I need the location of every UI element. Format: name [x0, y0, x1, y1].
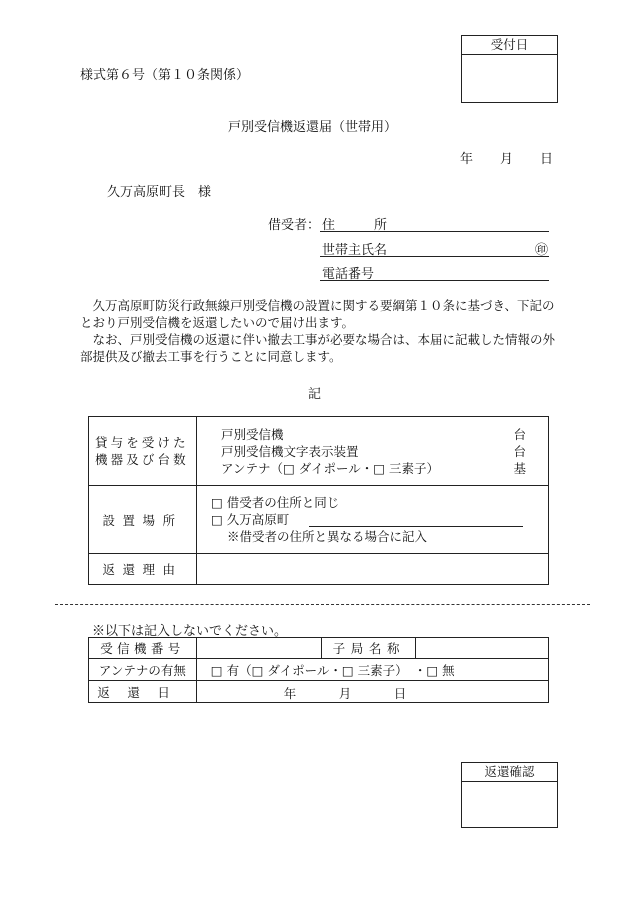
seal-mark: ㊞ [535, 243, 549, 258]
equipment-item-unit: 台 [513, 426, 526, 442]
householder-name-label: 世帯主氏名 [322, 243, 388, 258]
ki-marker: 記 [308, 387, 322, 402]
return-confirmation-label: 返還確認 [462, 763, 557, 782]
antenna-label: アンテナの有無 [98, 662, 186, 678]
equipment-item-unit: 基 [513, 460, 526, 476]
receiver-number-value [196, 638, 322, 659]
office-use-note: ※以下は記入しないでください。 [92, 624, 288, 639]
receiver-number-label-cell [89, 638, 197, 659]
return-year: 年 [283, 686, 297, 701]
antenna-value-cell [196, 659, 548, 681]
office-row-antenna [89, 659, 549, 681]
equipment-item [221, 426, 548, 443]
body-paragraph-1: 久万高原町防災行政無線戸別受信機の設置に関する要綱第１０条に基づき、下記のとおり戸別受信機を返還したいので届け出ます。 [80, 298, 555, 330]
office-table [88, 637, 549, 703]
address-line [320, 231, 549, 232]
phone-label: 電話番号 [322, 267, 375, 282]
reception-date-label: 受付日 [462, 36, 557, 55]
equipment-label: 貸与を受けた機器及び台数 [95, 435, 189, 467]
applicant-label: 借受者： [268, 218, 321, 233]
office-row-receiver [89, 638, 549, 659]
equipment-item [221, 460, 548, 477]
equipment-item-name: アンテナ（□ ダイポール・□ 三素子） [220, 460, 440, 476]
body-paragraph-2: なお、戸別受信機の返還に伴い撤去工事が必要な場合は、本届に記載した情報の外部提供及び撤去工事を行うことに同意します。 [80, 332, 556, 364]
return-confirmation-box [461, 762, 558, 828]
location-label-cell [89, 486, 197, 554]
page-title: 戸別受信機返還届（世帯用） [228, 120, 398, 135]
name-line [320, 256, 549, 257]
return-date-value-cell [196, 681, 548, 703]
return-date-label: 返還日 [97, 684, 188, 700]
location-option-same: □ 借受者の住所と同じ [210, 495, 340, 510]
sub-station-label: 子局名称 [332, 641, 406, 656]
location-label: 設置場所 [102, 512, 183, 528]
location-option-town-row [211, 511, 548, 528]
reception-date-box [461, 35, 558, 103]
reason-row [89, 554, 549, 585]
equipment-item-name: 戸別受信機 [220, 426, 284, 442]
antenna-label-cell [89, 659, 197, 681]
equipment-item [221, 443, 548, 460]
phone-line [320, 280, 549, 281]
location-town-line [309, 526, 523, 527]
date-month: 月 [500, 152, 514, 167]
return-day: 日 [393, 686, 407, 701]
reason-value-cell[interactable] [196, 554, 548, 585]
date-day: 日 [540, 152, 554, 167]
equipment-label-cell [89, 417, 197, 486]
cut-line [55, 604, 590, 605]
reason-label: 返還理由 [102, 562, 183, 577]
antenna-value: □ 有（□ ダイポール・□ 三素子） ・□ 無 [210, 662, 455, 678]
equipment-list-cell [196, 417, 548, 486]
equipment-item-name: 戸別受信機文字表示装置 [220, 443, 359, 459]
date-year: 年 [460, 152, 474, 167]
return-month: 月 [338, 686, 352, 701]
equipment-row [89, 417, 549, 486]
office-row-return-date [89, 681, 549, 703]
location-note: ※借受者の住所と異なる場合に記入 [226, 529, 427, 544]
sub-station-value [416, 638, 549, 659]
equipment-item-unit: 台 [513, 443, 526, 459]
receiver-number-label: 受信機番号 [100, 641, 185, 656]
return-date-label-cell [89, 681, 197, 703]
location-option-town: □ 久万高原町 [210, 512, 290, 527]
addressee: 久万高原町長 様 [107, 185, 212, 200]
form-number: 様式第６号（第１０条関係） [80, 68, 250, 83]
reason-label-cell [89, 554, 197, 585]
sub-station-label-cell [322, 638, 416, 659]
address-label: 住 所 [322, 218, 388, 233]
location-row [89, 486, 549, 554]
location-cell [196, 486, 548, 554]
main-table [88, 416, 549, 585]
